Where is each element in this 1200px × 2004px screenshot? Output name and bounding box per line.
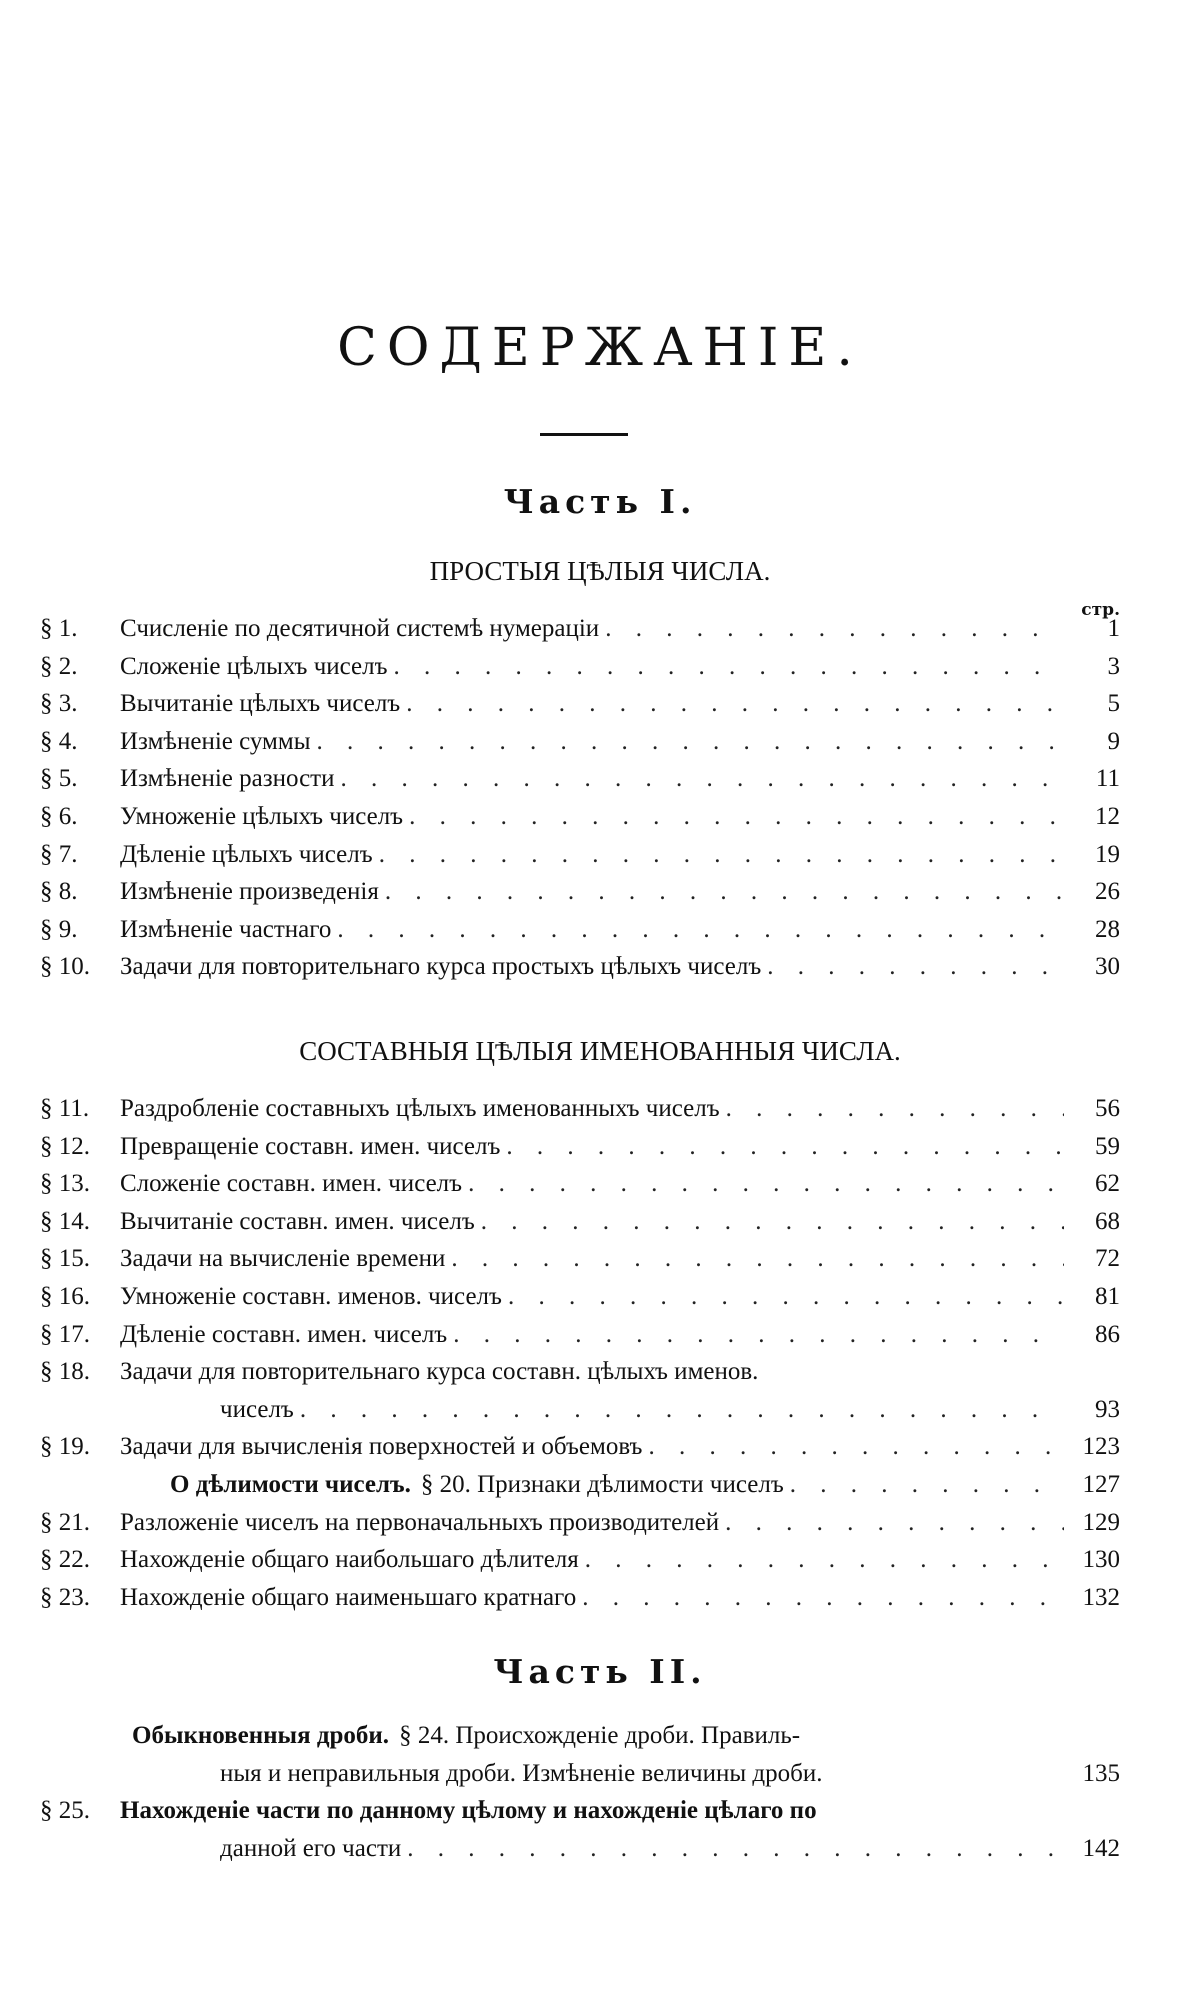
- page-number: 26: [1070, 878, 1120, 906]
- toc-entry-18-line1[interactable]: [40, 1358, 1120, 1396]
- page-number: 28: [1070, 916, 1120, 944]
- toc-entry[interactable]: [40, 916, 1120, 954]
- entry-title: Задачи для вычисленія поверхностей и объемовъ: [120, 1433, 642, 1461]
- entry-title: Дѣленіе составн. имен. чиселъ: [120, 1321, 447, 1349]
- toc-entry[interactable]: [40, 615, 1120, 653]
- section-number: § 19.: [40, 1433, 120, 1461]
- leader-dots: [648, 1433, 1064, 1461]
- leader-dots: [300, 1396, 1064, 1424]
- page-number: 93: [1070, 1396, 1120, 1424]
- page-number: 81: [1070, 1283, 1120, 1311]
- page-number: 11: [1070, 765, 1120, 793]
- entry-title: Раздробленіе составныхъ цѣлыхъ именованныхъ чиселъ: [120, 1095, 720, 1123]
- section-compound-numbers-heading: СОСТАВНЫЯ ЦѢЛЫЯ ИМЕНОВАННЫЯ ЧИСЛА.: [0, 1036, 1200, 1067]
- leader-dots: [725, 1509, 1064, 1537]
- leader-dots: [451, 1245, 1064, 1273]
- page-number: 3: [1070, 653, 1120, 681]
- toc-entry[interactable]: [40, 1433, 1120, 1471]
- leader-dots: [506, 1133, 1064, 1161]
- page-title: СОДЕРЖАНІЕ.: [0, 318, 1200, 378]
- toc-entry[interactable]: [40, 803, 1120, 841]
- toc-entry[interactable]: [40, 1509, 1120, 1547]
- section-number: § 21.: [40, 1509, 120, 1537]
- section-number: § 12.: [40, 1133, 120, 1161]
- toc-entry[interactable]: [40, 765, 1120, 803]
- leader-dots: [453, 1321, 1064, 1349]
- leader-dots: [767, 953, 1064, 981]
- entry-title: Нахожденіе общаго наименьшаго кратнаго: [120, 1584, 576, 1612]
- section-number: § 6.: [40, 803, 120, 831]
- section-number: § 4.: [40, 728, 120, 756]
- entry-title: Разложеніе чиселъ на первоначальныхъ производителей: [120, 1509, 719, 1537]
- page-number: 30: [1070, 953, 1120, 981]
- leader-dots: [582, 1584, 1064, 1612]
- toc-entry[interactable]: [40, 1170, 1120, 1208]
- leader-dots: [341, 765, 1065, 793]
- entry-title: Нахожденіе общаго наибольшаго дѣлителя: [120, 1546, 579, 1574]
- section-simple-integers-heading: ПРОСТЫЯ ЦѢЛЫЯ ЧИСЛА.: [0, 556, 1200, 587]
- leader-dots: [468, 1170, 1064, 1198]
- entry-title: Умноженіе цѣлыхъ чиселъ: [120, 803, 403, 831]
- toc-entry-24-line2[interactable]: [40, 1760, 1120, 1798]
- entry-title-continuation: чиселъ: [220, 1396, 294, 1424]
- page-number: 1: [1070, 615, 1120, 643]
- leader-dots: [337, 916, 1064, 944]
- leader-dots: [790, 1471, 1064, 1499]
- entry-title: Вычитаніе цѣлыхъ чиселъ: [120, 690, 400, 718]
- toc-entry-25-line2[interactable]: [40, 1835, 1120, 1873]
- toc-entry[interactable]: [40, 1283, 1120, 1321]
- toc-section-1: [40, 615, 1120, 991]
- leader-dots: [585, 1546, 1064, 1574]
- toc-entry[interactable]: [40, 1321, 1120, 1359]
- page-number: 123: [1070, 1433, 1120, 1461]
- section-number: § 5.: [40, 765, 120, 793]
- leader-dots: [726, 1095, 1064, 1123]
- page-number: 72: [1070, 1245, 1120, 1273]
- page-column-label: стр.: [1070, 600, 1120, 620]
- toc-entry-25-line1[interactable]: [40, 1797, 1120, 1835]
- part-1-heading: Часть I.: [0, 482, 1200, 521]
- toc-entry[interactable]: [40, 1208, 1120, 1246]
- section-number: § 8.: [40, 878, 120, 906]
- entry-title: Измѣненіе разности: [120, 765, 335, 793]
- entry-title: Задачи на вычисленіе времени: [120, 1245, 445, 1273]
- page-number: 142: [1070, 1835, 1120, 1863]
- toc-entry[interactable]: [40, 1095, 1120, 1133]
- toc-entry[interactable]: [40, 728, 1120, 766]
- part-2-heading: Часть II.: [0, 1652, 1200, 1691]
- toc-entry-20[interactable]: [40, 1471, 1120, 1509]
- section-number: § 3.: [40, 690, 120, 718]
- entry-title: Измѣненіе частнаго: [120, 916, 331, 944]
- page-number: 5: [1070, 690, 1120, 718]
- section-number: § 16.: [40, 1283, 120, 1311]
- leader-dots: [605, 615, 1064, 643]
- toc-entry[interactable]: [40, 690, 1120, 728]
- section-number: § 10.: [40, 953, 120, 981]
- section-number: § 7.: [40, 841, 120, 869]
- page-number: 9: [1070, 728, 1120, 756]
- section-number: § 2.: [40, 653, 120, 681]
- section-number: § 25.: [40, 1797, 120, 1835]
- page-number: 68: [1070, 1208, 1120, 1236]
- leader-dots: [481, 1208, 1064, 1236]
- leader-dots: [407, 1835, 1064, 1863]
- subsection-intro: Обыкновенныя дроби.: [132, 1722, 389, 1760]
- page-number: 129: [1070, 1509, 1120, 1537]
- page-number: 59: [1070, 1133, 1120, 1161]
- toc-section-2: [40, 1095, 1120, 1621]
- toc-entry-18-line2[interactable]: [40, 1396, 1120, 1434]
- section-number: § 11.: [40, 1095, 120, 1123]
- leader-dots: [317, 728, 1065, 756]
- page-number: 19: [1070, 841, 1120, 869]
- entry-title: Задачи для повторительнаго курса составн. цѣлыхъ именов.: [120, 1358, 758, 1396]
- toc-entry[interactable]: [40, 953, 1120, 991]
- entry-title: Дѣленіе цѣлыхъ чиселъ: [120, 841, 373, 869]
- toc-entry[interactable]: [40, 1584, 1120, 1622]
- subsection-intro: О дѣлимости чиселъ.: [170, 1471, 411, 1499]
- page-number: 56: [1070, 1095, 1120, 1123]
- section-number: § 15.: [40, 1245, 120, 1273]
- entry-title: Нахожденіе части по данному цѣлому и нахожденіе цѣлаго по: [120, 1797, 817, 1835]
- section-number: § 22.: [40, 1546, 120, 1574]
- page-number: 132: [1070, 1584, 1120, 1612]
- leader-dots: [409, 803, 1064, 831]
- toc-entry[interactable]: [40, 841, 1120, 879]
- section-number: § 9.: [40, 916, 120, 944]
- entry-title: Задачи для повторительнаго курса простыхъ цѣлыхъ чиселъ: [120, 953, 761, 981]
- leader-dots: [394, 653, 1064, 681]
- entry-title-continuation: ныя и неправильныя дроби. Измѣненіе величины дроби.: [220, 1760, 822, 1788]
- entry-title: Счисленіе по десятичной системѣ нумераціи: [120, 615, 599, 643]
- leader-dots: [508, 1283, 1064, 1311]
- page-number: 135: [1070, 1760, 1120, 1788]
- entry-title: Измѣненіе произведенія: [120, 878, 379, 906]
- section-number: § 18.: [40, 1358, 120, 1396]
- section-number: § 14.: [40, 1208, 120, 1236]
- section-number: § 13.: [40, 1170, 120, 1198]
- title-rule: [540, 433, 628, 436]
- entry-title: Сложеніе составн. имен. чиселъ: [120, 1170, 462, 1198]
- leader-dots: [406, 690, 1064, 718]
- entry-title: Превращеніе составн. имен. чиселъ: [120, 1133, 500, 1161]
- section-number: § 1.: [40, 615, 120, 643]
- page-number: 130: [1070, 1546, 1120, 1574]
- entry-title: § 20. Признаки дѣлимости чиселъ: [421, 1471, 784, 1499]
- entry-title-continuation: данной его части: [220, 1835, 401, 1863]
- entry-title: Сложеніе цѣлыхъ чиселъ: [120, 653, 388, 681]
- entry-title: Вычитаніе составн. имен. чиселъ: [120, 1208, 475, 1236]
- page-number: 86: [1070, 1321, 1120, 1349]
- toc-entry[interactable]: [40, 653, 1120, 691]
- entry-title: Измѣненіе суммы: [120, 728, 311, 756]
- toc-part-2: [40, 1722, 1120, 1872]
- leader-dots: [385, 878, 1064, 906]
- toc-entry-24-line1[interactable]: [40, 1722, 1120, 1760]
- section-number: § 23.: [40, 1584, 120, 1612]
- page-number: 12: [1070, 803, 1120, 831]
- toc-entry[interactable]: [40, 1245, 1120, 1283]
- entry-title: Умноженіе составн. именов. чиселъ: [120, 1283, 502, 1311]
- toc-entry[interactable]: [40, 1546, 1120, 1584]
- toc-entry[interactable]: [40, 878, 1120, 916]
- page-number: 127: [1070, 1471, 1120, 1499]
- entry-title: § 24. Происхожденіе дроби. Правиль-: [399, 1722, 800, 1760]
- toc-entry[interactable]: [40, 1133, 1120, 1171]
- page-number: 62: [1070, 1170, 1120, 1198]
- section-number: § 17.: [40, 1321, 120, 1349]
- leader-dots: [379, 841, 1064, 869]
